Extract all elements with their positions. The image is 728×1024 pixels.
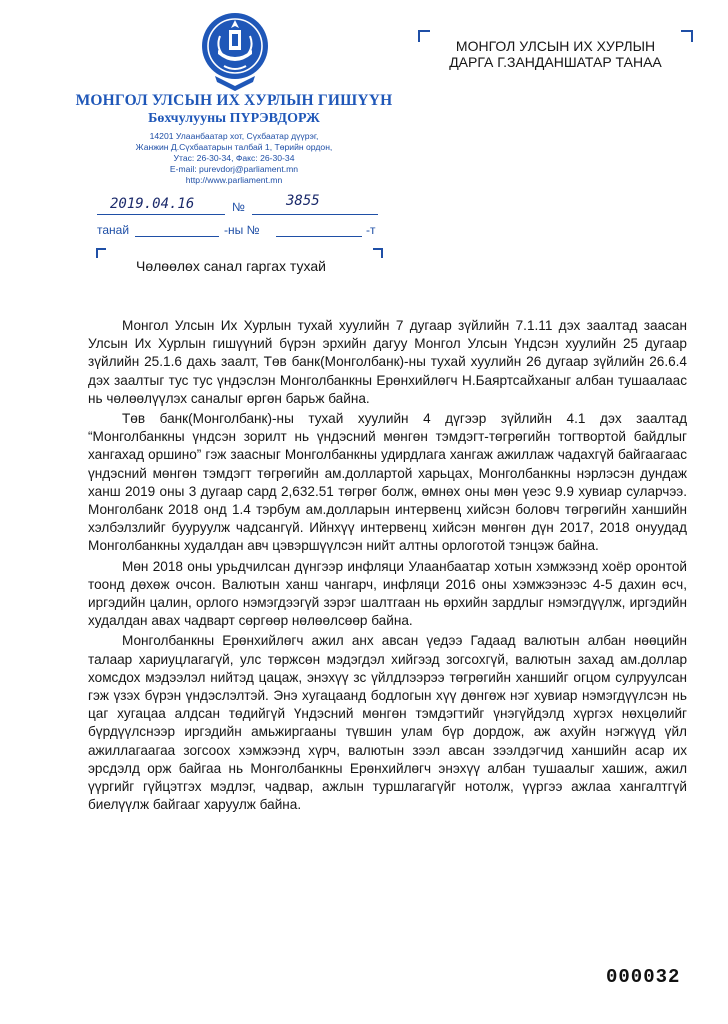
body-paragraph: Монголбанкны Ерөнхийлөгч ажил анх авсан үедээ Гадаад валютын албан нөөцийн талаар хариуцлагагүй, улс төржсөн мэдэгдэл хийгээд зогсохгүй, валютын захад ам.доллар хомсдох мэдээлэл нийтэд цацаж, энэхүү зс үйлдлээрээ төгрөгийн ханшийг огцом сулруулсан гэж үзэх бүрэн үндэслэлтэй. Энэ хугацаанд бодлогын хүү дөнгөж нэг хувиар нэмэгдүүлсэн нь цаг хугацаа алдсан төдийгүй Үндэсний мөнгөн тэмдэгтийг үнэгүйдэлд хүргэх нөхцөлийг бүрдүүлснээр иргэдийн амьжиргааны түвшин улам бүр дордож, аж ахуйн нэгжүүд үйл ажиллагаагаа зогсоох хэмжээнд хүрч, валютын зээл авсан зээлдэгчид ханшийн асар их эрсдэлд орж байгаа нь Монголбанкны Ерөнхийлөгч энэхүү албан тушаалыг хашиж, ажил үүргийг гүйцэтгэх мэдлэг, чадвар, ажлын туршлагагүйг нотолж, үүргээ ажлаа хангалтгүй биелүүлж байгааг харуулж байна. [88,633,687,813]
mongolia-state-emblem-icon [198,6,272,92]
reply-number-line [276,236,362,237]
org-name: МОНГОЛ УЛСЫН ИХ ХУРЛЫН ГИШҮҮН [75,92,393,109]
reply-suffix: -ны № [224,223,260,237]
number-underline [252,214,378,215]
letter-body [88,317,687,816]
member-name: Бөхчулууны ПҮРЭВДОРЖ [148,111,320,126]
reply-label: танай [97,223,130,237]
date-underline [97,214,225,215]
letter-number: 3855 [286,193,320,209]
page-number: 000032 [606,966,681,988]
address-line: Утас: 26-30-34, Факс: 26-30-34 [173,152,295,163]
address-line: 14201 Улаанбаатар хот, Сүхбаатар дүүрэг, [149,131,319,141]
corner-bracket [373,248,383,258]
reply-tail: -т [366,223,376,237]
email-line: E-mail: purevdorj@parliament.mn [169,163,299,174]
website-line: http://www.parliament.mn [185,174,283,185]
number-label: № [232,200,245,214]
reply-date-line [135,236,219,237]
address-line: Жанжин Д.Сүхбаатарын талбай 1, Төрийн ордон, [135,141,333,152]
letter-date: 2019.04.16 [110,196,195,212]
body-paragraph: Монгол Улсын Их Хурлын тухай хуулийн 7 дугаар зүйлийн 7.1.11 дэх заалтад заасан Улсын Их Хурлын гишүүний бүрэн эрхийн дагуу Монгол Улсын Үндсэн хуулийн 25 дугаар зүйлийн 25.1.6 дахь заалт, Төв банк(Монголбанк)-ны тухай хуулийн 26 дугаар зүйлийн 26.6.4 дэх заалтыг тус тус үндэслэн Монголбанкны Ерөнхийлөгч Н.Баяртсайханыг албан тушаалаас нь чөлөөлүүлэх саналыг өргөн барьж байна. [88,318,687,406]
sender-block [40,92,428,186]
sender-address [40,131,428,186]
recipient-block [418,30,693,74]
recipient-line-1: МОНГОЛ УЛСЫН ИХ ХУРЛЫН [455,38,656,54]
corner-bracket [96,248,106,258]
body-paragraph: Мөн 2018 оны урьдчилсан дүнгээр инфляци Улаанбаатар хотын хэмжээнд хоёр оронтой тоонд дөхөж очсон. Валютын ханш чангарч, инфляци 2016 оны хэмжээнээс 4-5 дахин өсч, иргэдийн цалин, орлого нэмэгдээгүй зэрэг шалтгаан нь өрхийн зардлыг нэмэгдүүлж, иргэдийн худалдан авах чадварт сөргөөр нөлөөлсөөр байна. [88,558,687,629]
body-paragraph: Төв банк(Монголбанк)-ны тухай хуулийн 4 дүгээр зүйлийн 4.1 дэх заалтад “Монголбанкны үндсэн зорилт нь үндэсний мөнгөн тэмдэгт-төгрөгийн тогтвортой байдлыг хангахад оршино” гэж заасныг Монголбанкны удирдлага хангаж ажиллаж чадахгүй байгаагаас үндэсний мөнгөн тэмдэгт төгрөгийн ам.доллартой харьцах, Монголбанкны нэрлэсэн дундаж ханш 2019 оны 3 дугаар сард 2,632.51 төгрөг болж, өмнөх оны мөн үеэс 9.9 хувиар суларчээ. Монголбанк 2018 онд 1.4 тэрбум ам.долларын интервенц хийсэн боловч төгрөгийн ханшийн хэлбэлзлийг бууруулж чадсангүй. Ийнхүү интервенц хийсэн мөнгөн дүн 2017, 2018 онуудад Монголбанкны худалдан авч цэвэршүүлсэн нийт алтны орлоготой тэнцэж байна. [88,411,687,554]
recipient-line-2: ДАРГА Г.ЗАНДАНШАТАР ТАНАА [449,54,662,70]
letter-subject: Чөлөөлөх санал гаргах тухай [136,258,326,274]
